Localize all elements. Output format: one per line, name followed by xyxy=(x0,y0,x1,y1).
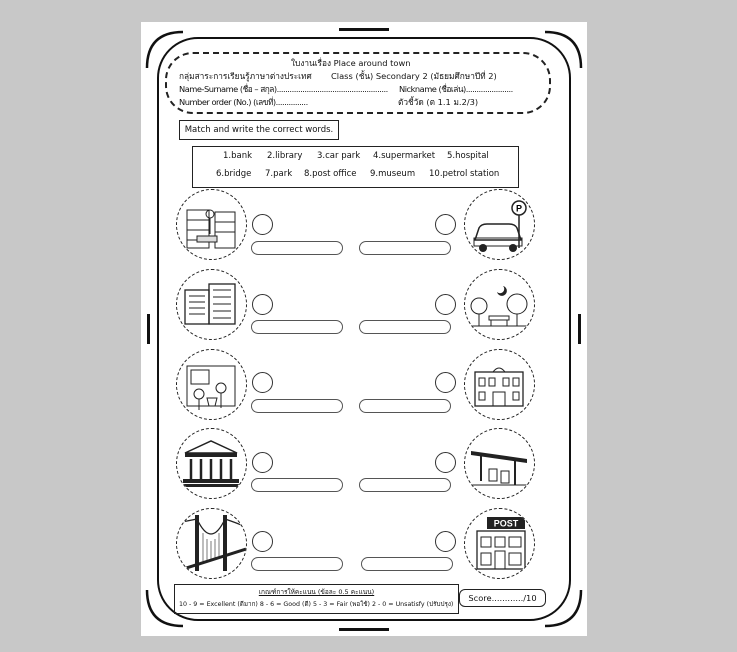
word-item: 4.supermarket xyxy=(373,151,436,161)
museum-icon xyxy=(464,349,535,420)
match-dot-left[interactable] xyxy=(252,372,273,393)
indicator-line: ตัวชี้วัด (ต 1.1 ม.2/3) xyxy=(398,97,479,107)
match-dot-right[interactable] xyxy=(435,531,456,552)
worksheet-page xyxy=(141,22,587,636)
frame-right-bar xyxy=(578,314,581,344)
parking-sign: P xyxy=(515,203,523,214)
nickname-field[interactable]: Nickname (ชื่อเล่น)...................... xyxy=(399,84,513,94)
library-icon xyxy=(176,189,247,260)
match-dot-right[interactable] xyxy=(435,452,456,473)
frame-bottom-bar xyxy=(339,628,389,631)
word-item: 8.post office xyxy=(304,169,357,179)
answer-line[interactable] xyxy=(251,478,343,492)
answer-line[interactable] xyxy=(361,557,453,571)
word-item: 6.bridge xyxy=(216,169,252,179)
word-item: 1.bank xyxy=(223,151,253,161)
supermarket-icon xyxy=(176,349,247,420)
match-dot-left[interactable] xyxy=(252,531,273,552)
match-dot-left[interactable] xyxy=(252,214,273,235)
word-item: 7.park xyxy=(265,169,293,179)
name-field[interactable]: Name-Surname (ชื่อ – สกุล).................................................... xyxy=(179,84,388,94)
answer-line[interactable] xyxy=(251,399,343,413)
scoring-criteria xyxy=(174,584,459,614)
instruction-box: Match and write the correct words. xyxy=(179,120,339,140)
match-dot-left[interactable] xyxy=(252,452,273,473)
match-dot-right[interactable] xyxy=(435,294,456,315)
post-office-icon xyxy=(464,508,535,579)
word-item: 2.library xyxy=(267,151,303,161)
match-dot-left[interactable] xyxy=(252,294,273,315)
answer-line[interactable] xyxy=(359,478,451,492)
word-item: 9.museum xyxy=(370,169,416,179)
petrol-station-icon xyxy=(464,428,535,499)
answer-line[interactable] xyxy=(359,399,451,413)
word-item: 3.car park xyxy=(317,151,361,161)
criteria-title: เกณฑ์การให้คะแนน (ข้อละ 0.5 คะแนน) xyxy=(258,588,375,596)
word-bank xyxy=(192,146,519,188)
frame-left-bar xyxy=(147,314,150,344)
answer-line[interactable] xyxy=(251,557,343,571)
class-line: Class (ชั้น) Secondary 2 (มัธยมศึกษาปีที่ 2) xyxy=(331,71,497,81)
frame-top-bar xyxy=(339,28,389,31)
answer-line[interactable] xyxy=(359,320,451,334)
worksheet-title: ใบงานเรื่อง Place around town xyxy=(291,58,411,68)
answer-line[interactable] xyxy=(359,241,451,255)
bank-icon xyxy=(176,428,247,499)
hospital-icon xyxy=(176,269,247,340)
post-sign: POST xyxy=(493,518,519,529)
match-dot-right[interactable] xyxy=(435,214,456,235)
answer-line[interactable] xyxy=(251,241,343,255)
word-item: 5.hospital xyxy=(447,151,489,161)
park-icon xyxy=(464,269,535,340)
answer-line[interactable] xyxy=(251,320,343,334)
number-field[interactable]: Number order (No.) (เลขที่)............... xyxy=(179,97,308,107)
criteria-text: 10 - 9 = Excellent (ดีมาก) 8 - 6 = Good (ดี) 5 - 3 = Fair (พอใช้) 2 - 0 = Unsatisfy (ปรับปรุง) xyxy=(179,601,454,608)
score-box[interactable]: Score............/10 xyxy=(459,589,546,607)
word-item: 10.petrol station xyxy=(429,169,500,179)
bridge-icon xyxy=(176,508,247,579)
match-dot-right[interactable] xyxy=(435,372,456,393)
car-park-icon xyxy=(464,189,535,260)
subject-line: กลุ่มสาระการเรียนรู้ภาษาต่างประเทศ xyxy=(179,71,312,81)
